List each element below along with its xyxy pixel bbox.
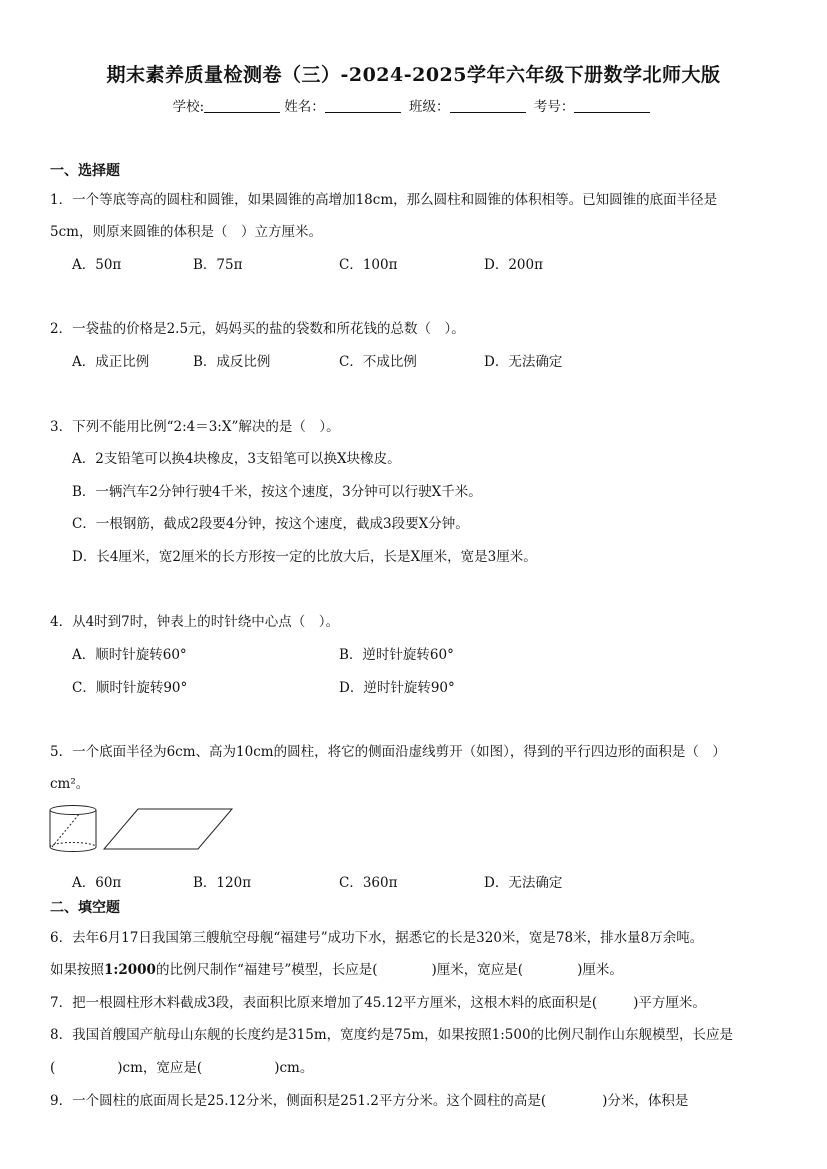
question-1-line-2: 5cm，则原来圆锥的体积是（ ）立方厘米。 (50, 224, 322, 240)
q1-option-b: B．75π (193, 257, 243, 273)
q5-option-d: D．无法确定 (484, 875, 563, 891)
q8-text-c: )cm。 (274, 1060, 314, 1076)
q7-text-a: 7．把一根圆柱形木料截成3段，表面积比原来增加了45.12平方厘米，这根木料的底面积是( (50, 995, 598, 1011)
q3-option-c: C．一根钢筋，截成2段要4分钟，按这个速度，截成3段要X分钟。 (72, 516, 469, 532)
section-heading-fill-blank: 二、填空题 (50, 900, 120, 916)
q3-option-a: A．2支铅笔可以换4块橡皮，3支铅笔可以换X块橡皮。 (72, 451, 401, 467)
question-6-line-1: 6．去年6月17日我国第三艘航空母舰“福建号”成功下水，据悉它的长是320米，宽是78米，排水量8万余吨。 (50, 930, 704, 946)
number-label: 考号： (533, 99, 575, 115)
q2-option-c: C．不成比例 (339, 354, 417, 370)
q9-text-a: 9．一个圆柱的底面周长是25.12分米，侧面积是251.2平方分米。这个圆柱的高是( (50, 1093, 547, 1109)
number-blank (574, 98, 650, 113)
name-blank (325, 98, 401, 113)
name-label: 姓名： (284, 99, 325, 115)
question-5-line-2: cm²。 (50, 776, 90, 792)
q7-text-b: )平方厘米。 (633, 995, 706, 1011)
question-4-line-1: 4．从4时到7时，钟表上的时针绕中心点（ ）。 (50, 614, 340, 630)
q4-option-a: A．顺时针旋转60° (72, 647, 187, 663)
q4-option-b: B．逆时针旋转60° (339, 647, 454, 663)
q8-text-b: )cm，宽应是( (117, 1060, 203, 1076)
question-8-line-2 (50, 1056, 313, 1076)
question-1-line-1: 1．一个等底等高的圆柱和圆锥，如果圆锥的高增加18cm，那么圆柱和圆锥的体积相等。已知圆锥的底面半径是 (50, 192, 718, 208)
q1-option-d: D．200π (484, 257, 543, 273)
q6-text-b: 的比例尺制作“福建号”模型，长应是( (155, 962, 378, 978)
q9-text-b: )分米，体积是 (602, 1093, 689, 1109)
q6-text-c: )厘米，宽应是( (431, 962, 524, 978)
q5-option-c: C．360π (339, 875, 398, 891)
class-label: 班级： (409, 99, 450, 115)
student-info-line (0, 95, 827, 115)
q2-option-d: D．无法确定 (484, 354, 563, 370)
q6-text-a: 如果按照 (50, 962, 104, 978)
question-9-line-1 (50, 1089, 688, 1109)
q5-option-a: A．60π (72, 875, 122, 891)
question-3-line-1: 3．下列不能用比例“2:4＝3:X”解决的是（ ）。 (50, 419, 340, 435)
question-6-line-2 (50, 958, 623, 978)
q2-option-a: A．成正比例 (72, 354, 150, 370)
school-blank (204, 98, 280, 113)
q6-text-d: )厘米。 (577, 962, 623, 978)
q6-scale: 1:2000 (104, 962, 156, 978)
class-blank (450, 98, 526, 113)
q2-option-b: B．成反比例 (193, 354, 271, 370)
school-label: 学校: (172, 99, 205, 115)
cylinder-figure (50, 806, 96, 852)
q1-option-a: A．50π (72, 257, 122, 273)
cylinder-and-parallelogram-figure (46, 803, 238, 855)
q1-option-c: C．100π (339, 257, 398, 273)
q3-option-b: B．一辆汽车2分钟行驶4千米，按这个速度，3分钟可以行驶X千米。 (72, 484, 482, 500)
exam-title: 期末素养质量检测卷（三）-2024-2025学年六年级下册数学北师大版 (106, 64, 721, 86)
question-2-line-1: 2．一袋盐的价格是2.5元，妈妈买的盐的袋数和所花钱的总数（ ）。 (50, 321, 465, 337)
q3-option-d: D．长4厘米，宽2厘米的长方形按一定的比放大后，长是X厘米，宽是3厘米。 (72, 549, 537, 565)
section-heading-choice: 一、选择题 (50, 163, 120, 179)
q4-option-c: C．顺时针旋转90° (72, 680, 188, 696)
q5-option-b: B．120π (193, 875, 252, 891)
parallelogram-figure (104, 809, 232, 849)
q4-option-d: D．逆时针旋转90° (339, 680, 455, 696)
question-7-line-1 (50, 991, 706, 1011)
question-8-line-1: 8．我国首艘国产航母山东舰的长度约是315m，宽度约是75m，如果按照1:500的比例尺制作山东舰模型，长应是 (50, 1027, 734, 1043)
question-5-line-1: 5．一个底面半径为6cm、高为10cm的圆柱，将它的侧面沿虚线剪开（如图），得到的平行四边形的面积是（ ） (50, 744, 726, 760)
q8-text-a: ( (50, 1060, 56, 1076)
